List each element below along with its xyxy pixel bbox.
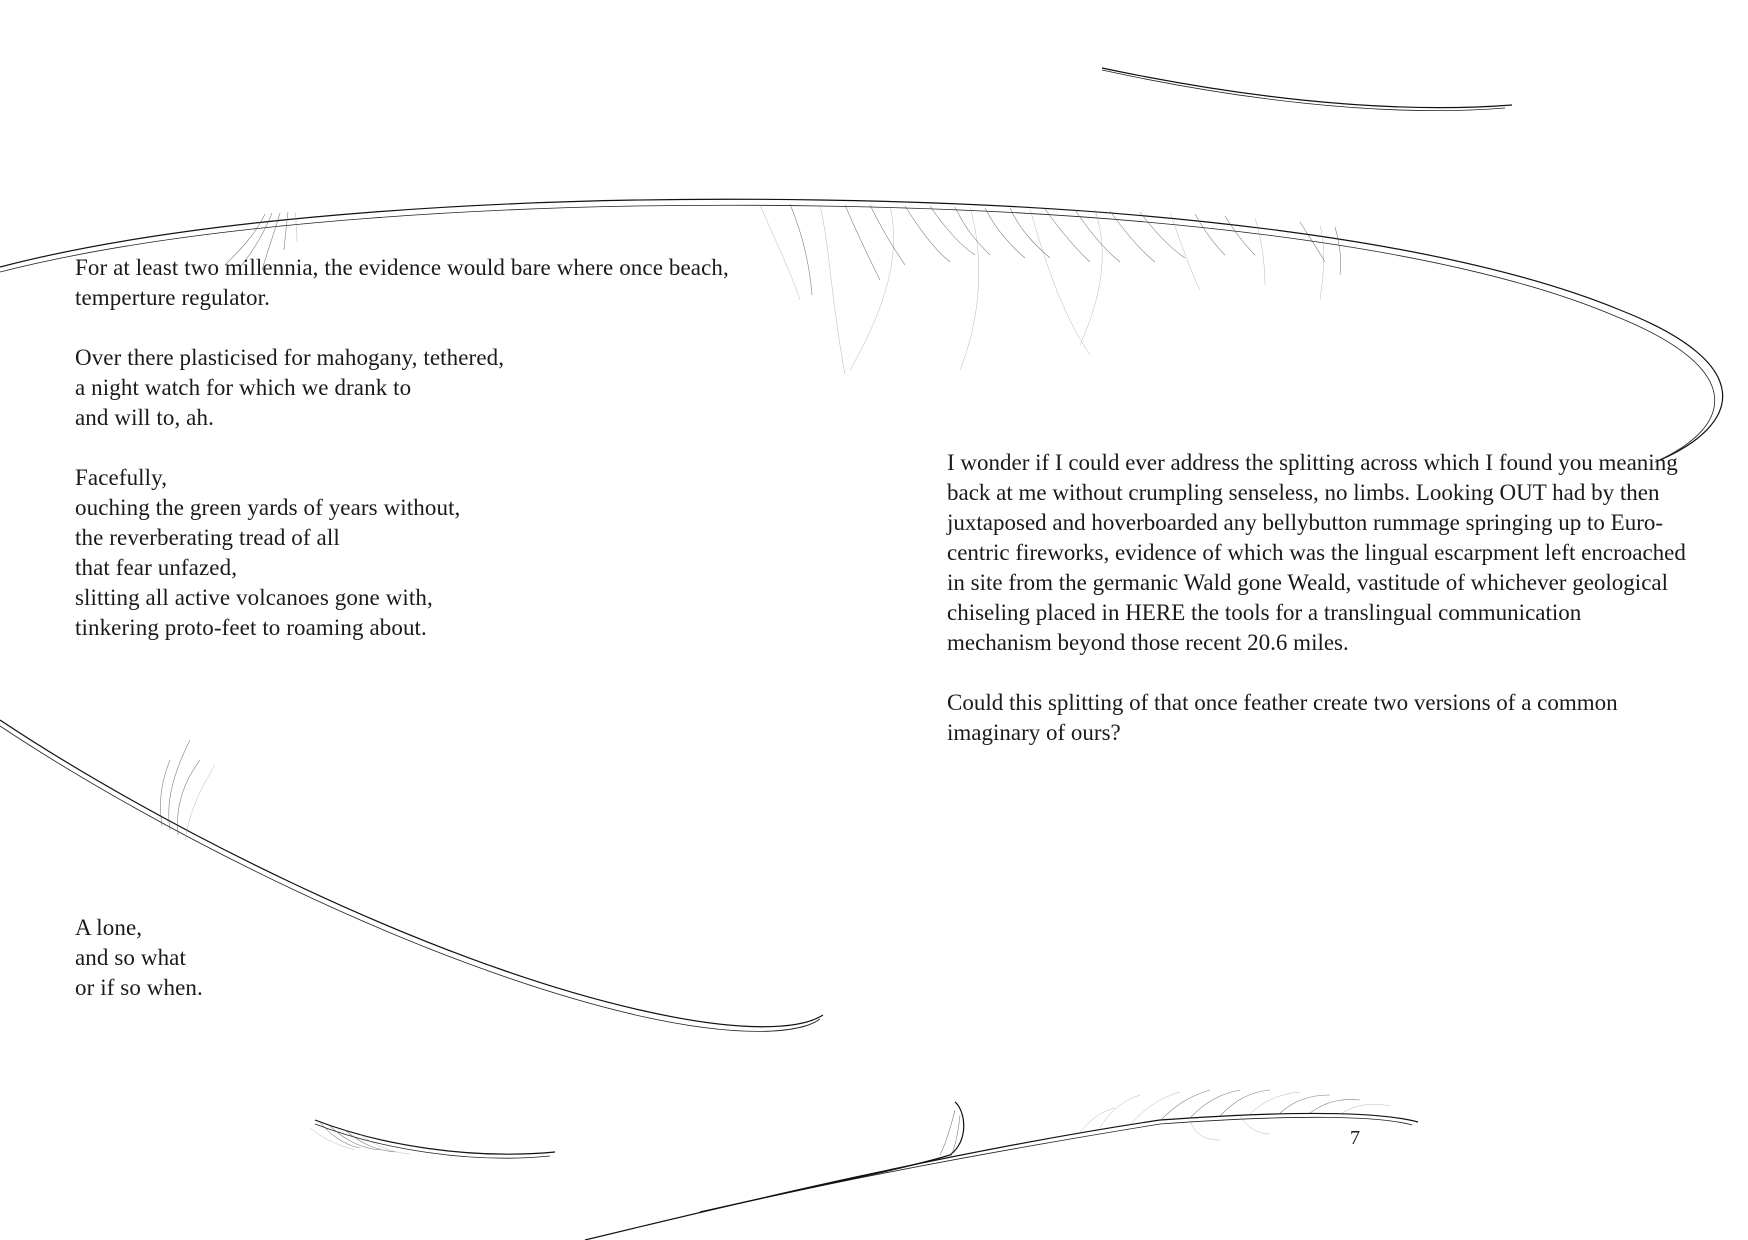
prose-paragraph-2 bbox=[947, 688, 1667, 748]
prose-line: chiseling placed in HERE the tools for a translingual communication bbox=[947, 600, 1582, 625]
lower-left-feather-barbs bbox=[160, 740, 215, 840]
poem-line: or if so when. bbox=[75, 975, 203, 1000]
poem-line: and so what bbox=[75, 945, 186, 970]
stanza-2 bbox=[75, 343, 755, 433]
stanza-lone bbox=[75, 913, 375, 1003]
poem-line: Facefully, bbox=[75, 465, 168, 490]
prose-line: imaginary of ours? bbox=[947, 720, 1121, 745]
poem-line: Over there plasticised for mahogany, tethered, bbox=[75, 345, 505, 370]
poem-line: a night watch for which we drank to bbox=[75, 375, 412, 400]
poem-line: For at least two millennia, the evidence would bare where once beach, bbox=[75, 255, 729, 280]
prose-line: back at me without crumpling senseless, no limbs. Looking OUT had by then bbox=[947, 480, 1660, 505]
poem-line: slitting all active volcanoes gone with, bbox=[75, 585, 433, 610]
top-small-feather bbox=[1102, 68, 1512, 111]
poem-line: ouching the green yards of years without, bbox=[75, 495, 461, 520]
poem-line: the reverberating tread of all bbox=[75, 525, 340, 550]
poem-line: A lone, bbox=[75, 915, 143, 940]
left-poem bbox=[75, 253, 755, 643]
prose-paragraph-1 bbox=[947, 448, 1686, 658]
poem-line: that fear unfazed, bbox=[75, 555, 238, 580]
bottom-long-feather bbox=[585, 1090, 1418, 1240]
poem-line: temperture regulator. bbox=[75, 285, 270, 310]
prose-line: mechanism beyond those recent 20.6 miles. bbox=[947, 630, 1349, 655]
stanza-3 bbox=[75, 463, 755, 643]
prose-line: in site from the germanic Wald gone Weald, vastitude of whichever geological bbox=[947, 570, 1668, 595]
prose-line: centric fireworks, evidence of which was the lingual escarpment left encroached bbox=[947, 540, 1686, 565]
page-number: 7 bbox=[1350, 1127, 1360, 1149]
lone-poem bbox=[75, 913, 375, 1003]
prose-block bbox=[947, 448, 1686, 778]
poem-line: tinkering proto-feet to roaming about. bbox=[75, 615, 427, 640]
poem-line: and will to, ah. bbox=[75, 405, 214, 430]
prose-line: Could this splitting of that once feather create two versions of a common bbox=[947, 690, 1618, 715]
prose-line: I wonder if I could ever address the splitting across which I found you meaning bbox=[947, 450, 1678, 475]
bottom-left-small-feather bbox=[310, 1120, 555, 1158]
prose-line: juxtaposed and hoverboarded any bellybutton rummage springing up to Euro- bbox=[947, 510, 1664, 535]
stanza-1 bbox=[75, 253, 755, 313]
